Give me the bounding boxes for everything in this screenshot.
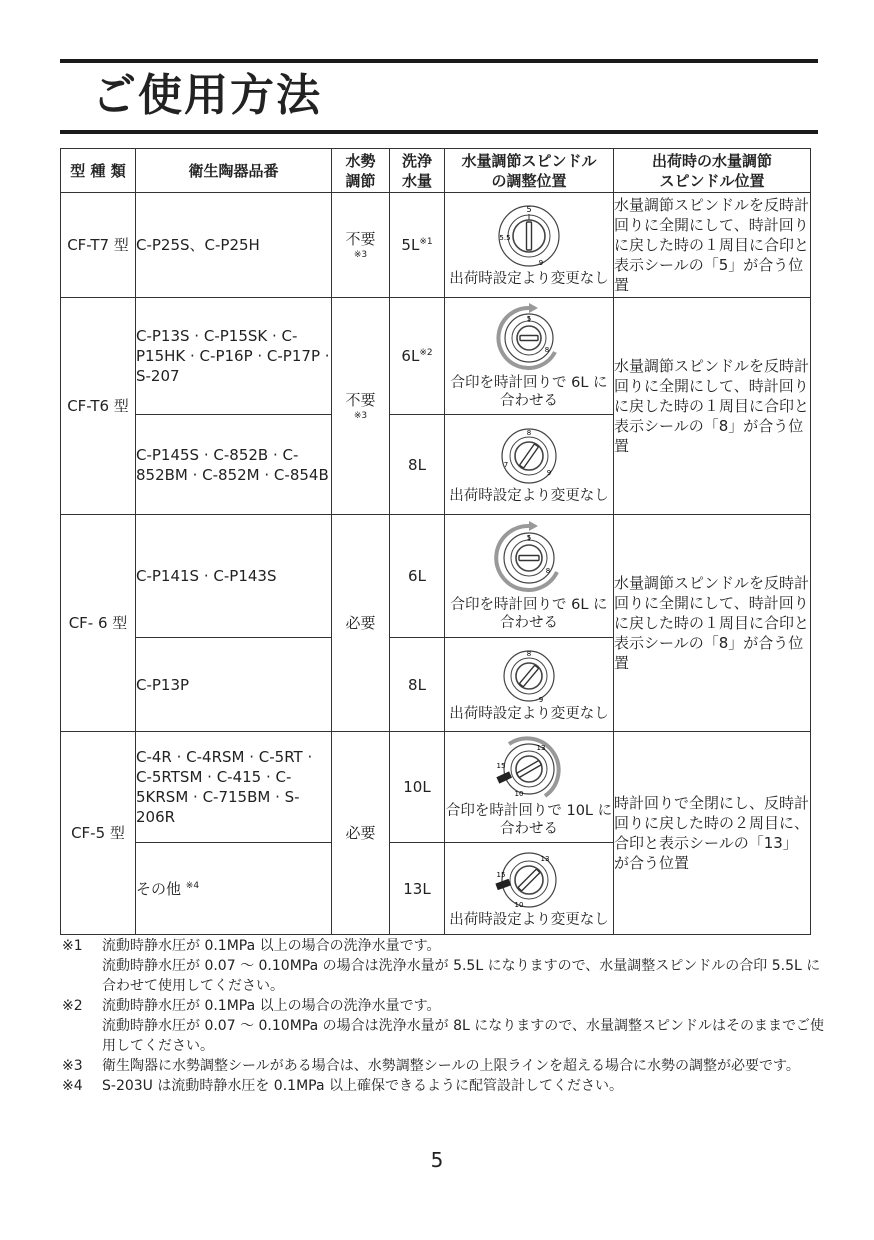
part-cf-6-b: C-P13P [136,638,332,732]
title-rule-top [60,59,818,63]
spindle-dial-icon [489,302,569,374]
page-title: ご使用方法 [92,70,322,121]
header-part: 衛生陶器品番 [136,149,332,193]
dial-label-left: 15 [496,762,506,770]
part-cf-5-a: C-4R · C-4RSM · C-5RT · C-5RTSM · C-415 · C-5KRSM · C-715BM · S-206R [136,732,332,843]
dial-label-left: 15 [496,870,506,879]
dial-cell-cf-t7 [445,193,614,298]
dial-label-left: 5.5 [499,234,511,242]
part-cf-t6-b: C-P145S · C-852B · C-852BM · C-852M · C-854B [136,415,332,515]
part-cf-t6-a: C-P13S · C-P15SK · C-P15HK · C-P16P · C-P17P · S-207 [136,298,332,415]
flow-cf-5: 必要 [332,732,390,935]
flow-cf-t6: 不要 ※3 [332,298,390,515]
dial-caption: 合印を時計回りで 6L に合わせる [450,597,608,631]
volume-cf-t6-a: 6L$^{※2}$ [390,298,445,415]
header-factory: 出荷時の水量調節 スピンドル位置 [614,149,811,193]
dial-cell-cf-5-b [445,843,614,935]
table-row [61,193,811,298]
dial-label-top: 5 [526,205,532,214]
header-spindle: 水量調節スピンドル の調整位置 [445,149,614,193]
part-cf-6-a: C-P141S · C-P143S [136,515,332,638]
dial-label-top: 13 [540,854,550,863]
dial-label-bottom: 10 [514,900,524,909]
footnote-item: 流動時静水圧が 0.07 ～ 0.10MPa の場合は洗浄水量が 5.5L になりますので、水量調整スピンドルの合印 5.5L に合わせて使用してください。 [102,958,821,994]
spindle-dial-icon [489,736,569,802]
footnote-item: 流動時静水圧が 0.07 ～ 0.10MPa の場合は洗浄水量が 8L になりますので、水量調整スピンドルはそのままでご使用してください。 [102,1018,824,1054]
model-cf-t7: CF-T7 型 [61,193,136,298]
dial-label-right: 8 [544,346,550,354]
spindle-dial-icon [489,520,569,596]
dial-label-top: 8 [526,649,532,658]
model-cf-5: CF-5 型 [61,732,136,935]
header-model: 型 種 類 [61,149,136,193]
usage-table [60,148,811,935]
header-wash: 洗浄 水量 [390,149,445,193]
dial-label-bottom: 10 [514,790,524,798]
dial-caption: 出荷時設定より変更なし [449,487,609,504]
dial-cell-cf-t6-b [445,415,614,515]
dial-cell-cf-6-b [445,638,614,732]
dial-cell-cf-5-a [445,732,614,843]
footnote-item: ※2 流動時静水圧が 0.1MPa 以上の場合の洗浄水量です。 [62,998,441,1014]
desc-cf-6: 水量調節スピンドルを反時計回りに全開にして、時計回りに戻した時の１周目に合印と表示シールの「8」が合う位置 [614,515,811,732]
footnote-item: ※4 S-203U は流動時静水圧を 0.1MPa 以上確保できるように配管設計してください。 [62,1078,623,1094]
dial-label-bottom: 9 [538,695,544,704]
dial-label-left: 7 [503,460,509,469]
flow-cf-6: 必要 [332,515,390,732]
dial-label-top: 5 [526,315,532,323]
page-number: 5 [430,1148,444,1172]
model-cf-t6: CF-T6 型 [61,298,136,515]
table-row [61,732,811,843]
dial-caption: 出荷時設定より変更なし [449,911,609,928]
dial-cell-cf-t6-a [445,298,614,415]
footnote-item: ※3 衛生陶器に水勢調整シールがある場合は、水勢調整シールの上限ラインを超える場合に水勢の調整が必要です。 [62,1058,800,1074]
part-cf-t7: C-P25S、C-P25H [136,193,332,298]
dial-caption: 出荷時設定より変更なし [449,705,609,722]
spindle-dial-icon [489,425,569,487]
header-flow: 水勢 調節 [332,149,390,193]
volume-cf-5-b: 13L [390,843,445,935]
title-rule-bottom [60,130,818,134]
model-cf-6: CF- 6 型 [61,515,136,732]
part-cf-5-b: その他 $^{※4}$ [136,843,332,935]
volume-cf-6-a: 6L [390,515,445,638]
volume-cf-t7: 5L$^{※1}$ [390,193,445,298]
dial-cell-cf-6-a [445,515,614,638]
desc-cf-t7: 水量調節スピンドルを反時計回りに全開にして、時計回りに戻した時の１周目に合印と表示シールの「5」が合う位置 [614,193,811,298]
dial-label-right: 8 [545,567,551,575]
volume-cf-5-a: 10L [390,732,445,843]
footnote-item: ※1 流動時静水圧が 0.1MPa 以上の場合の洗浄水量です。 [62,938,441,954]
dial-label-top: 13 [536,744,546,752]
dial-caption: 合印を時計回りで 6L に合わせる [450,375,608,409]
dial-caption: 合印を時計回りで 10L に合わせる [445,803,613,837]
volume-cf-6-b: 8L [390,638,445,732]
footnotes [60,936,830,1096]
dial-label-top: 5 [526,534,532,542]
table-row [61,515,811,638]
flow-cf-t7: 不要 ※3 [332,193,390,298]
spindle-dial-icon [489,202,569,270]
desc-cf-t6: 水量調節スピンドルを反時計回りに全開にして、時計回りに戻した時の１周目に合印と表示シールの「8」が合う位置 [614,298,811,515]
table-row [61,298,811,415]
table-header-row [61,149,811,193]
dial-label-top: 8 [526,428,532,437]
desc-cf-5: 時計回りで全閉にし、反時計回りに戻した時の２周目に、合印と表示シールの「13」が合う位置 [614,732,811,935]
spindle-dial-icon [489,647,569,705]
dial-label-right: 9 [546,468,552,477]
dial-label-bottom: 9 [538,259,544,267]
dial-caption: 出荷時設定より変更なし [449,271,609,287]
spindle-dial-icon [489,849,569,911]
volume-cf-t6-b: 8L [390,415,445,515]
